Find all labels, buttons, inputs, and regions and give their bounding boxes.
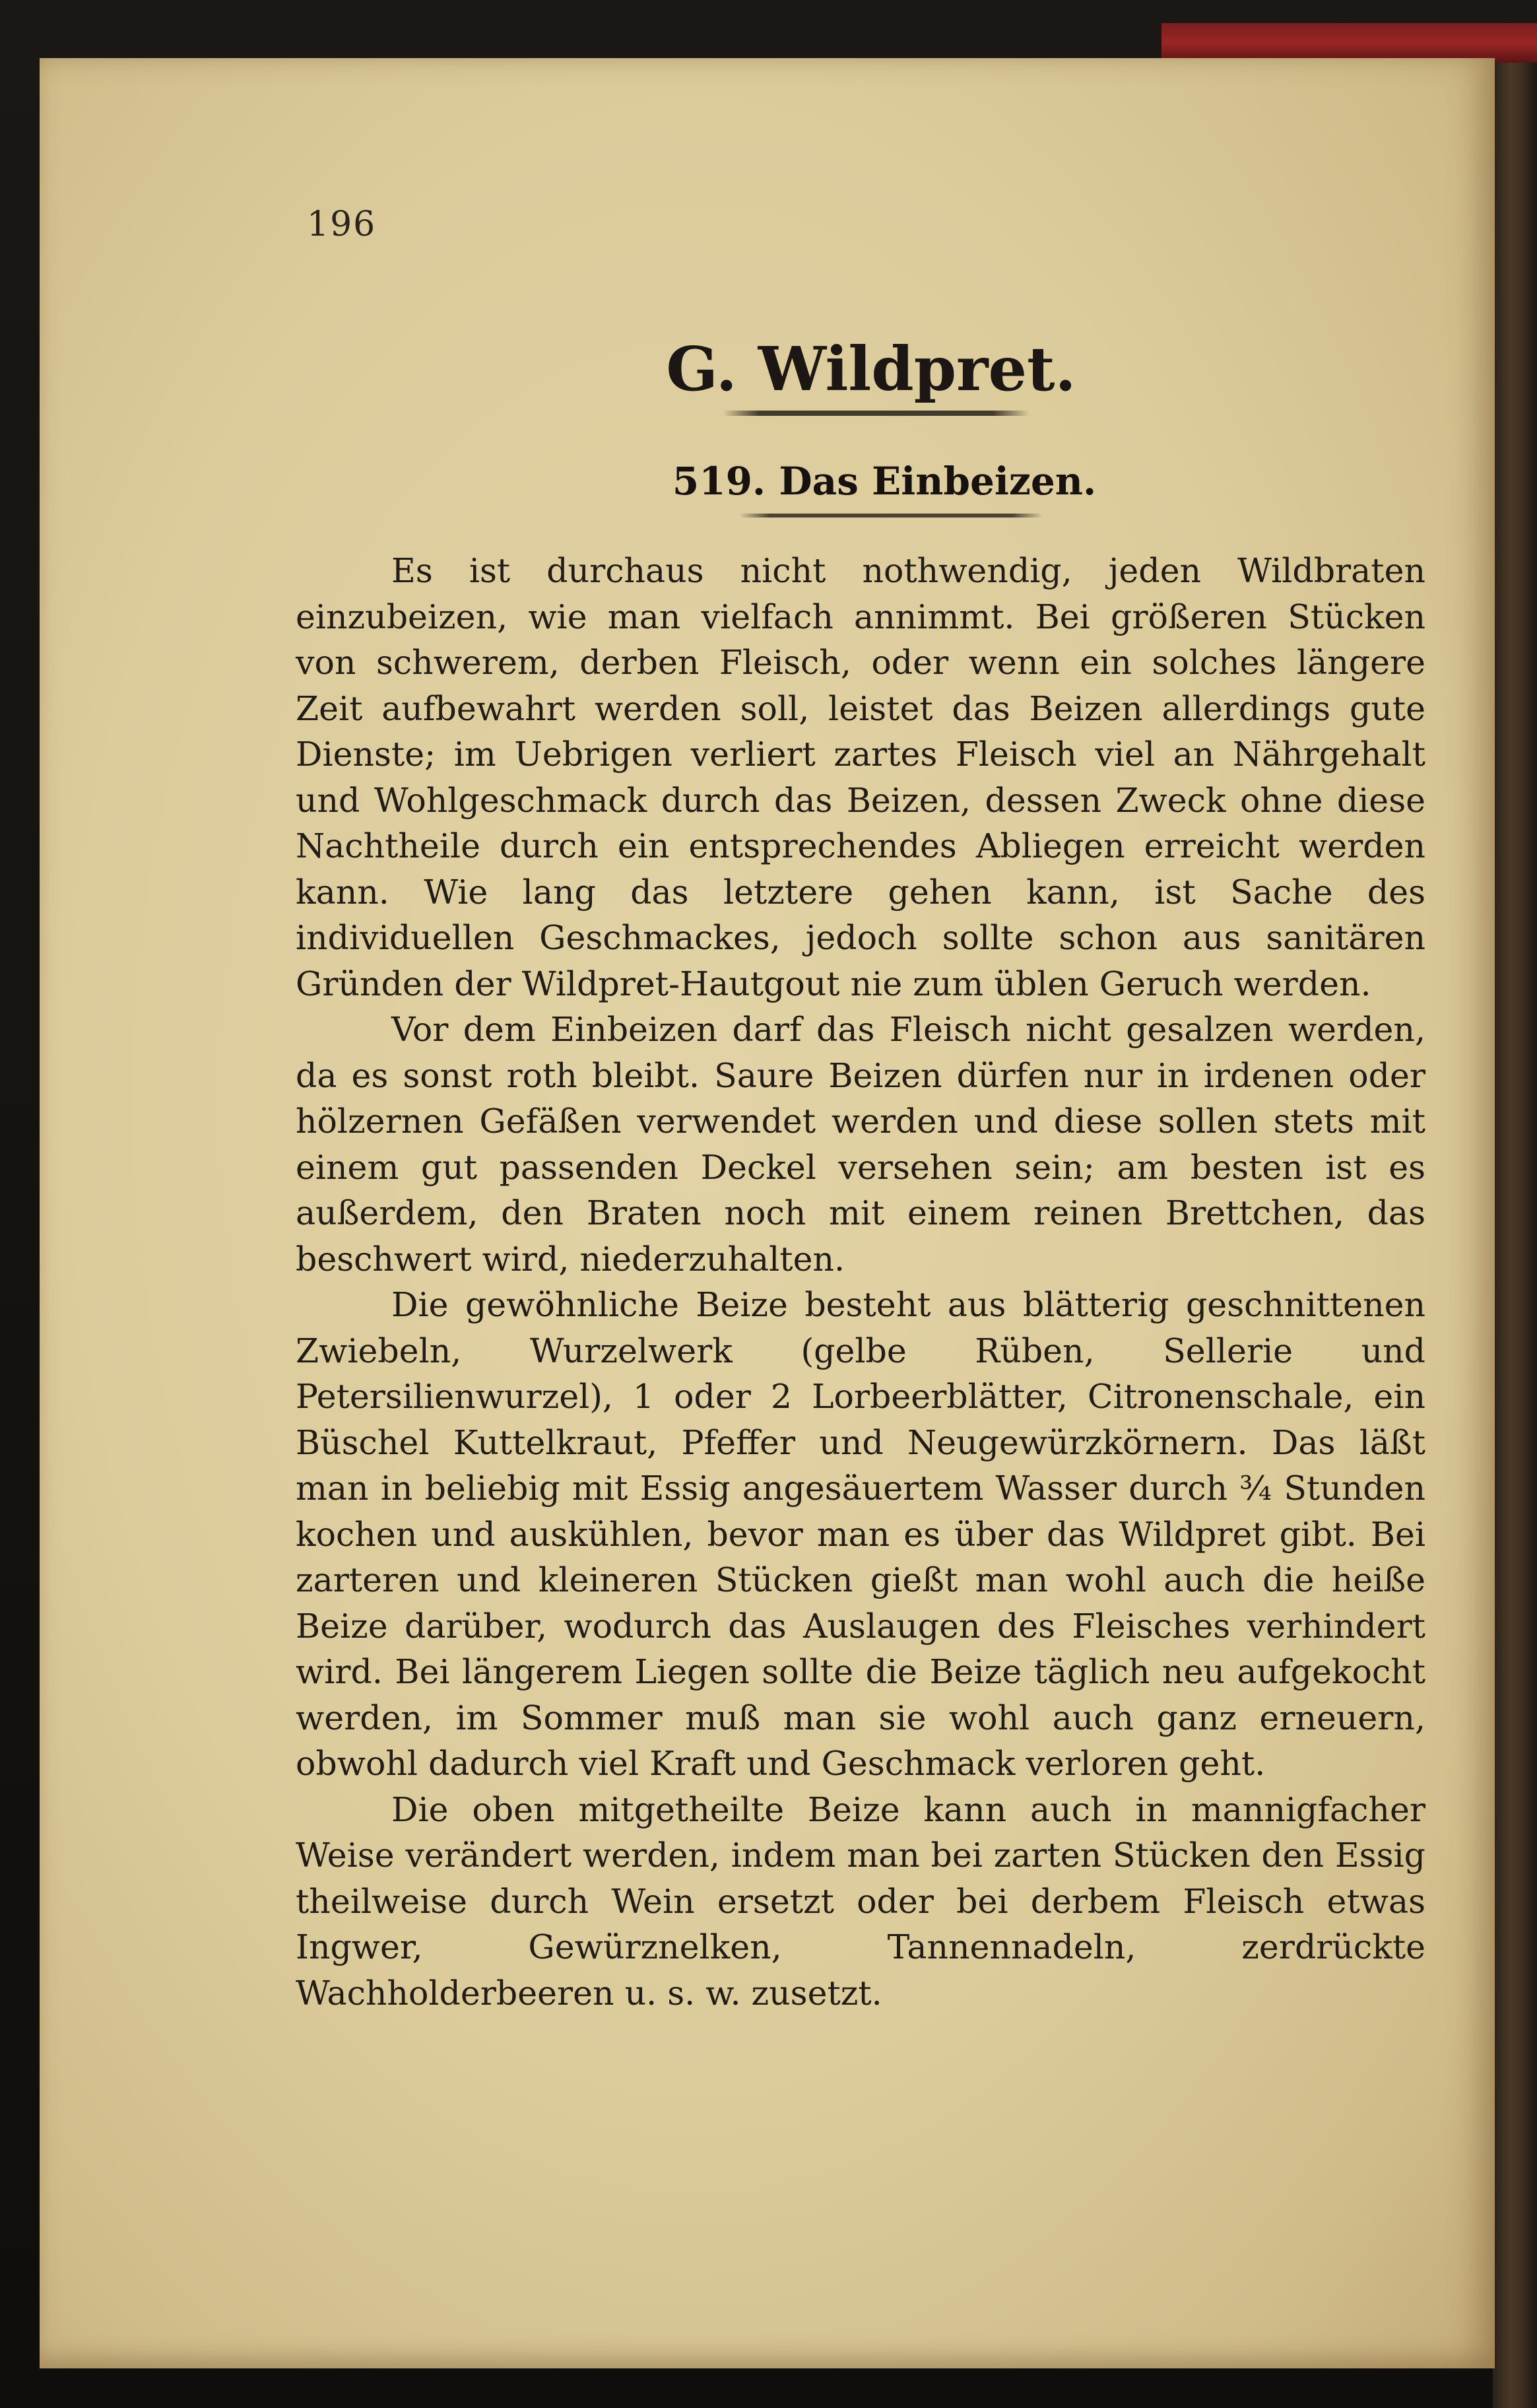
- body-text: [296, 548, 1425, 2016]
- section-heading-underline: [739, 514, 1043, 518]
- section-heading: 519. Das Einbeizen.: [672, 459, 1097, 504]
- paragraph: Die gewöhnliche Beize besteht aus blätterig geschnittenen Zwiebeln, Wurzelwerk (gelbe Rüben, Sellerie und Petersilienwurzel), 1 oder 2 Lorbeerblätter, Citronenschale, ein Büschel Kuttelkraut, Pfeffer und Neugewürzkörnern. Das läßt man in beliebig mit Essig angesäuertem Wasser durch ¾ Stunden kochen und auskühlen, bevor man es über das Wildpret gibt. Bei zarteren und kleineren Stücken gießt man wohl auch die heiße Beize darüber, wodurch das Auslaugen des Fleisches verhindert wird. Bei längerem Liegen sollte die Beize täglich neu aufgekocht werden, im Sommer muß man sie wohl auch ganz erneuern, obwohl dadurch viel Kraft und Geschmack verloren geht.: [296, 1285, 1425, 1783]
- chapter-title: G. Wildpret.: [666, 333, 1076, 405]
- paragraph: Es ist durchaus nicht nothwendig, jeden Wildbraten einzubeizen, wie man vielfach annimmt. Bei größeren Stücken von schwerem, derben Fleisch, oder wenn ein solches längere Zeit aufbewahrt werden soll, leistet das Beizen allerdings gute Dienste; im Uebrigen verliert zartes Fleisch viel an Nährgehalt und Wohlgeschmack durch das Beizen, dessen Zweck ohne diese Nachtheile durch ein entsprechendes Abliegen erreicht werden kann. Wie lang das letztere gehen kann, ist Sache des individuellen Geschmackes, jedoch sollte schon aus sanitären Gründen der Wildpret-Hautgout nie zum üblen Geruch werden.: [296, 551, 1425, 1003]
- book-cover-edge: [1161, 23, 1537, 63]
- paragraph: Die oben mitgetheilte Beize kann auch in mannigfacher Weise verändert werden, indem man bei zarten Stücken den Essig theilweise durch Wein ersetzt oder bei derbem Fleisch etwas Ingwer, Gewürznelken, Tannennadeln, zerdrückte Wachholderbeeren u. s. w. zusetzt.: [296, 1789, 1425, 2013]
- book-fore-edge: [1493, 63, 1537, 2408]
- paragraph: Vor dem Einbeizen darf das Fleisch nicht gesalzen werden, da es sonst roth bleibt. Saure Beizen dürfen nur in irdenen oder hölzernen Gefäßen verwendet werden und diese sollen stets mit einem gut passenden Deckel versehen sein; am besten ist es außerdem, den Braten noch mit einem reinen Brettchen, das beschwert wird, niederzuhalten.: [296, 1010, 1425, 1279]
- page-number: 196: [307, 205, 377, 244]
- chapter-title-underline: [723, 411, 1030, 416]
